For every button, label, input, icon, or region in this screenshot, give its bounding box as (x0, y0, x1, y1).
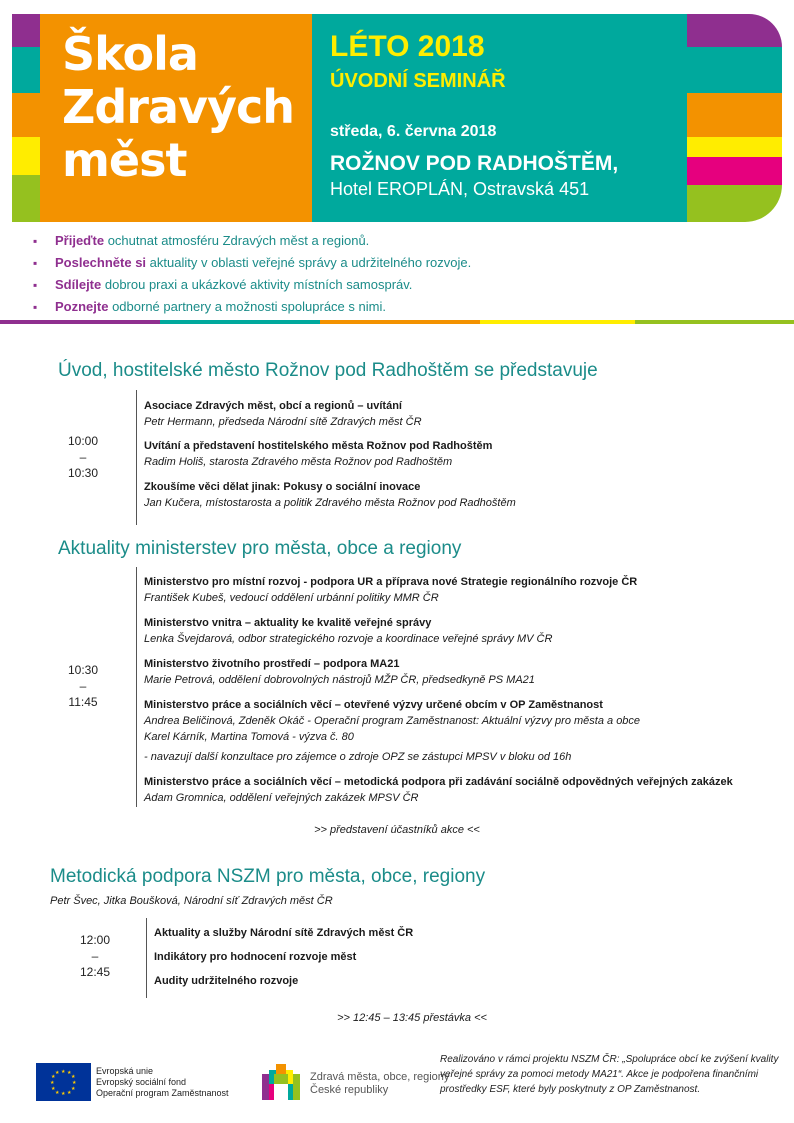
time-divider-2 (136, 567, 137, 807)
agenda-item: Audity udržitelného rozvoje (154, 975, 299, 987)
svg-text:★: ★ (51, 1074, 56, 1080)
section-title-intro: Úvod, hostitelské město Rožnov pod Radhoštěm se představuje (58, 360, 598, 381)
divider-green (635, 320, 794, 324)
section-title-methodology: Metodická podpora NSZM pro města, obce, regiony (50, 866, 486, 887)
header-stripe-right-magenta (687, 157, 782, 185)
time-slot-2: 10:30 – 11:45 (67, 663, 99, 709)
event-subtitle: ÚVODNÍ SEMINÁŘ (330, 70, 506, 92)
healthy-cities-house-icon (258, 1060, 304, 1102)
agenda-item: Ministerstvo práce a sociálních věcí – metodická podpora při zadávání sociálně odpovědných veřejných zakázek Adam Gromnica, oddělení veřejných zakázek MPSV ČR (144, 776, 733, 804)
school-logo (62, 28, 312, 187)
event-city: ROŽNOV POD RADHOŠTĚM, (330, 152, 619, 175)
header-stripe-yellow (12, 137, 40, 175)
logo-line-1: Škola (62, 27, 198, 81)
time-slot-3: 12:00 – 12:45 (79, 933, 111, 979)
agenda-item: Asociace Zdravých měst, obcí a regionů – uvítání Petr Hermann, předseda Národní sítě Zdravých měst ČR (144, 400, 422, 428)
bullet-item: ▪ Poslechněte si aktuality v oblasti veřejné správy a udržitelného rozvoje. (33, 252, 773, 274)
agenda-item: Ministerstvo pro místní rozvoj - podpora UR a příprava nové Strategie regionálního rozvoje ČR František Kubeš, vedoucí oddělení urbánní politiky MMR ČR (144, 576, 638, 604)
svg-text:★: ★ (72, 1080, 77, 1086)
participants-note: >> představení účastníků akce << (314, 824, 480, 836)
agenda-item: Zkoušíme věci dělat jinak: Pokusy o sociální inovace Jan Kučera, místostarosta a politik Zdravého města Rožnov pod Radhoštěm (144, 481, 516, 509)
header-stripe-right-orange (687, 93, 782, 137)
svg-text:★: ★ (71, 1086, 76, 1092)
divider-orange (320, 320, 480, 324)
logo-line-2: Zdravých (62, 80, 294, 134)
section3-speakers: Petr Švec, Jitka Boušková, Národní síť Zdravých měst ČR (50, 895, 333, 907)
eu-fund-label: Evropská unie Evropský sociální fond Operační program Zaměstnanost (96, 1066, 229, 1098)
svg-text:★: ★ (61, 1091, 66, 1097)
agenda-item: Ministerstvo životního prostředí – podpora MA21 Marie Petrová, oddělení dobrovolných nástrojů MŽP ČR, předsedkyně PS MA21 (144, 658, 535, 686)
agenda-item: Ministerstvo vnitra – aktuality ke kvalitě veřejné správy Lenka Švejdarová, odbor strategického rozvoje a koordinace veřejné správy MV ČR (144, 617, 553, 645)
header-stripe-right-yellow (687, 137, 782, 157)
agenda-item: Ministerstvo práce a sociálních věcí – otevřené výzvy určené obcím v OP Zaměstnanost Andrea Beličinová, Zdeněk Okáč - Operační program Zaměstnanost: Aktuální výzvy pro města a obce Karel Kárník, Martina Tomová - výzva č. 80 - navazují další konzultace pro zájemce o zdroje OPZ se zástupci MPSV v bloku od 16h (144, 699, 641, 763)
svg-text:★: ★ (61, 1069, 66, 1075)
logo-line-3: měst (62, 133, 187, 187)
svg-text:★: ★ (67, 1090, 72, 1096)
header-stripe-orange (12, 93, 40, 137)
time-divider-3 (146, 918, 147, 998)
agenda-item: Indikátory pro hodnocení rozvoje měst (154, 951, 357, 963)
header-stripe-right-teal (687, 47, 782, 93)
section-title-ministries: Aktuality ministerstev pro města, obce a regiony (58, 538, 462, 559)
svg-text:★: ★ (50, 1080, 55, 1086)
project-funding-note: Realizováno v rámci projektu NSZM ČR: „Spolupráce obcí ke zvýšení kvality veřejné správy za pomoci metody MA21“. Akce je podpořena finančními prostředky ESF, které byly poskytnuty z OP Zaměstnanost. (440, 1054, 779, 1095)
divider-yellow (480, 320, 635, 324)
healthy-cities-label: Zdravá města, obce, regiony České republiky (310, 1071, 450, 1096)
eu-flag-icon (36, 1063, 91, 1101)
header-stripe-purple (12, 14, 40, 47)
time-divider-1 (136, 390, 137, 525)
bullet-item: ▪ Přijeďte ochutnat atmosféru Zdravých měst a regionů. (33, 230, 773, 252)
svg-text:★: ★ (55, 1070, 60, 1076)
event-date: středa, 6. června 2018 (330, 123, 497, 140)
svg-text:★: ★ (71, 1074, 76, 1080)
break-note: >> 12:45 – 13:45 přestávka << (337, 1012, 487, 1024)
event-title: LÉTO 2018 (330, 30, 485, 63)
bullet-item: ▪ Poznejte odborné partnery a možnosti spolupráce s nimi. (33, 296, 773, 318)
divider-teal (160, 320, 320, 324)
header-stripe-right-purple (687, 14, 782, 47)
svg-text:★: ★ (51, 1086, 56, 1092)
header-stripe-green (12, 175, 40, 222)
agenda-item: Aktuality a služby Národní sítě Zdravých měst ČR (154, 927, 414, 939)
header-stripe-teal (12, 47, 40, 93)
svg-text:★: ★ (55, 1090, 60, 1096)
invitation-bullets (33, 230, 773, 318)
agenda-item: Uvítání a představení hostitelského města Rožnov pod Radhoštěm Radim Holiš, starosta Zdravého města Rožnov pod Radhoštěm (144, 440, 493, 468)
bullet-item: ▪ Sdílejte dobrou praxi a ukázkové aktivity místních samospráv. (33, 274, 773, 296)
svg-text:★: ★ (67, 1070, 72, 1076)
time-slot-1: 10:00 – 10:30 (67, 434, 99, 480)
header-stripe-right-green (687, 185, 782, 222)
divider-purple (0, 320, 160, 324)
event-venue: Hotel EROPLÁN, Ostravská 451 (330, 179, 590, 199)
